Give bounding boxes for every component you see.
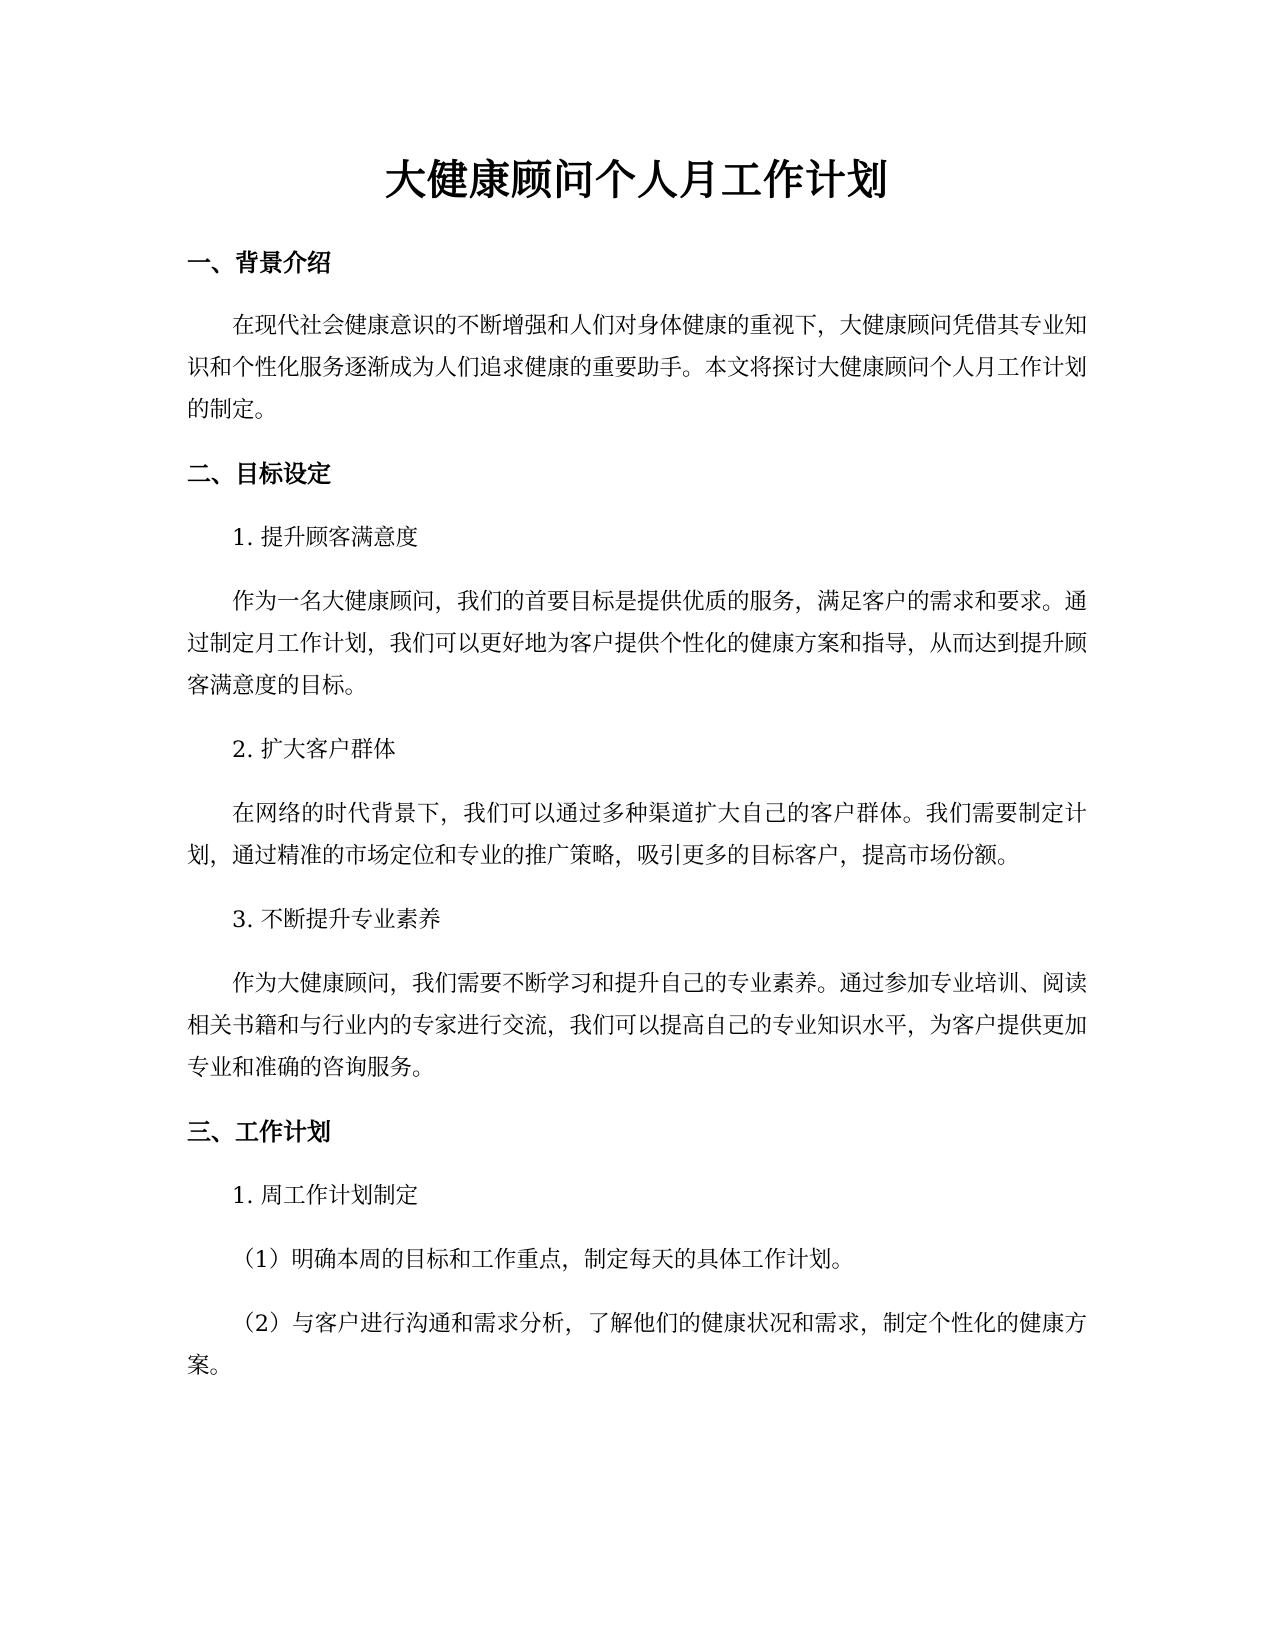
goal-item-paragraph: 作为一名大健康顾问，我们的首要目标是提供优质的服务，满足客户的需求和要求。通过制定月工作计划，我们可以更好地为客户提供个性化的健康方案和指导，从而达到提升顾客满意度的目标。 <box>187 589 1088 699</box>
plan-step: （1）明确本周的目标和工作重点，制定每天的具体工作计划。 <box>232 1247 854 1273</box>
section-heading-goals: 二、目标设定 <box>187 460 331 488</box>
goal-item-title: 2. 扩大客户群体 <box>232 737 396 763</box>
goal-item-title: 3. 不断提升专业素养 <box>232 907 441 933</box>
goal-item-paragraph: 在网络的时代背景下，我们可以通过多种渠道扩大自己的客户群体。我们需要制定计划，通过精准的市场定位和专业的推广策略，吸引更多的目标客户，提高市场份额。 <box>187 801 1087 869</box>
section-heading-background: 一、背景介绍 <box>187 249 331 277</box>
goal-item-paragraph: 作为大健康顾问，我们需要不断学习和提升自己的专业素养。通过参加专业培训、阅读相关书籍和与行业内的专家进行交流，我们可以提高自己的专业知识水平，为客户提供更加专业和准确的咨询服务。 <box>187 971 1088 1081</box>
document-title: 大健康顾问个人月工作计划 <box>385 156 889 204</box>
document-body <box>187 150 1087 1387</box>
goal-item-title: 1. 提升顾客满意度 <box>232 525 419 551</box>
background-paragraph: 在现代社会健康意识的不断增强和人们对身体健康的重视下，大健康顾问凭借其专业知识和个性化服务逐渐成为人们追求健康的重要助手。本文将探讨大健康顾问个人月工作计划的制定。 <box>187 313 1088 423</box>
plan-step: （2）与客户进行沟通和需求分析，了解他们的健康状况和需求，制定个性化的健康方案。 <box>187 1311 1087 1379</box>
section-heading-work-plan: 三、工作计划 <box>187 1118 331 1146</box>
plan-item-title: 1. 周工作计划制定 <box>232 1183 419 1209</box>
